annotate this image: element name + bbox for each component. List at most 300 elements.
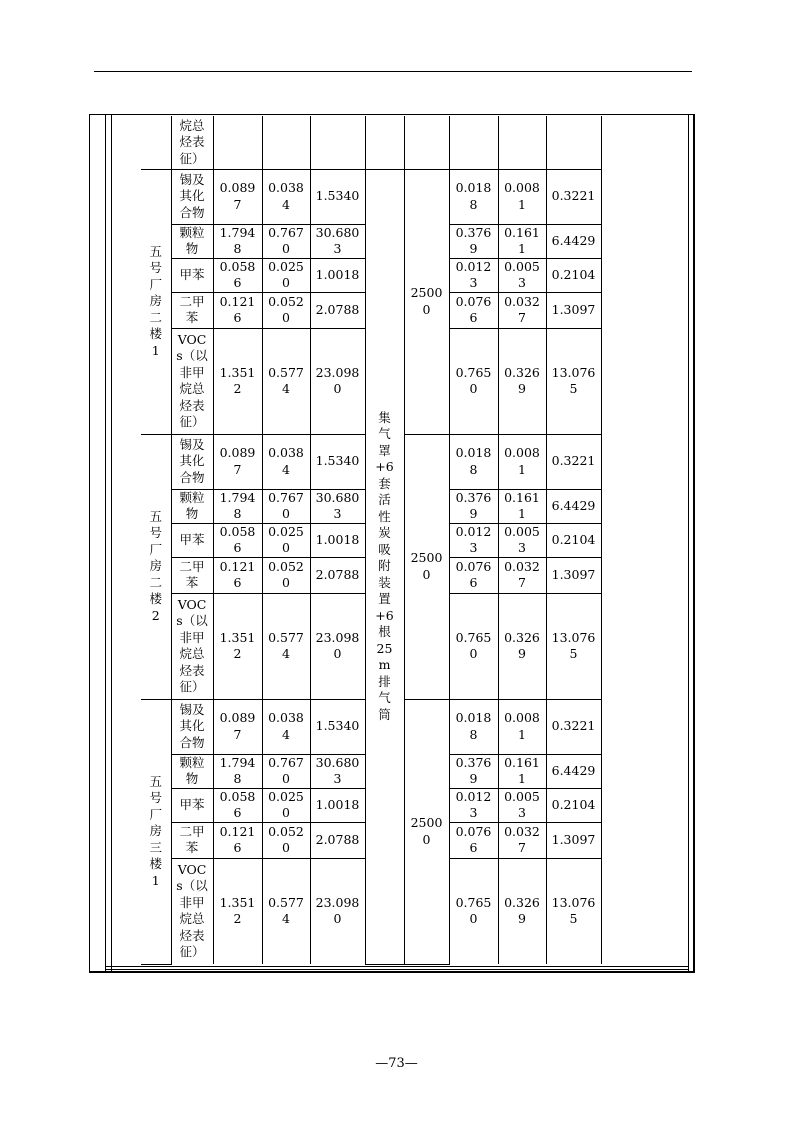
value-cell — [310, 858, 365, 964]
value-cell — [498, 754, 546, 788]
pollutant-name-cell-line: 苯 — [185, 575, 199, 590]
value-cell-line: 13.076 — [551, 894, 596, 910]
value-cell-line: 6 — [233, 840, 242, 855]
facility-cell-line: 号 — [149, 260, 162, 276]
value-cell-line: 8 — [469, 461, 478, 477]
value-cell-line: 3 — [518, 275, 526, 290]
pollutant-name-cell-line: 烷总 — [179, 911, 205, 927]
value-cell — [449, 699, 498, 754]
value-cell-line: 9 — [469, 771, 478, 786]
value-cell-line: 1 — [518, 771, 526, 786]
value-cell-line: 7 — [233, 196, 242, 212]
value-cell-line: 1 — [518, 506, 526, 521]
value-cell — [449, 116, 498, 169]
pollutant-name-cell-line: 非甲 — [179, 629, 205, 645]
value-cell-line: 0.161 — [504, 489, 540, 505]
value-cell — [262, 116, 310, 169]
treatment-cell-line: 气 — [378, 426, 391, 442]
value-cell-line: 5 — [569, 646, 578, 661]
value-cell-line: 8 — [233, 241, 242, 256]
value-cell — [546, 557, 601, 593]
value-cell — [449, 224, 498, 258]
value-cell-line: 2 — [233, 646, 242, 661]
value-cell — [310, 754, 365, 788]
value-cell-line: 0.008 — [504, 710, 540, 725]
value-cell-line: 0.018 — [455, 445, 492, 460]
facility-cell-line: 房 — [149, 558, 162, 574]
value-cell-line: 0.018 — [455, 180, 492, 195]
value-cell — [262, 858, 310, 964]
value-cell-line: 0.161 — [504, 224, 540, 240]
value-cell-line: 3 — [333, 241, 342, 256]
pollutant-name-cell-line: 烃表 — [179, 927, 205, 943]
value-cell — [213, 822, 262, 858]
value-cell — [498, 557, 546, 593]
value-cell — [498, 489, 546, 523]
value-cell-line: 0 — [282, 771, 290, 786]
facility-cell-line: 厂 — [149, 806, 162, 822]
value-cell — [213, 328, 262, 434]
pollutant-name-cell — [171, 523, 213, 557]
value-cell-line: 0 — [282, 540, 290, 555]
value-cell-line: 1.5340 — [315, 453, 360, 469]
value-cell — [262, 292, 310, 328]
pollutant-name-cell — [171, 593, 213, 699]
pollutant-name-cell-line: 甲苯 — [179, 266, 205, 282]
value-cell — [262, 557, 310, 593]
value-cell-line: 3 — [333, 506, 342, 521]
facility-cell-line: 号 — [149, 525, 162, 541]
value-cell-line: 0 — [282, 805, 290, 820]
value-cell — [498, 116, 546, 169]
facility-cell-line: 1 — [151, 342, 160, 358]
value-cell-line: 0.765 — [455, 364, 492, 380]
value-cell-line: 0.3221 — [551, 718, 596, 734]
value-cell-line: 0.2104 — [551, 266, 596, 282]
value-cell — [213, 292, 262, 328]
value-cell-line: 3 — [518, 540, 526, 555]
pollutant-name-cell-line: 其化 — [179, 188, 205, 204]
value-cell-line: 1.351 — [219, 894, 256, 910]
value-cell — [449, 754, 498, 788]
value-cell-line: 0.005 — [504, 523, 540, 539]
value-cell-line: 6 — [469, 840, 478, 855]
value-cell-line: 0.121 — [219, 823, 256, 839]
value-cell-line: 6 — [469, 310, 478, 325]
value-cell-line: 0.058 — [219, 258, 256, 274]
value-cell-line: 1.0018 — [315, 266, 360, 282]
pollutant-name-cell-line: 物 — [185, 506, 199, 521]
value-cell — [449, 258, 498, 292]
value-cell-line: 0.025 — [268, 523, 304, 539]
facility-cell-line: 五 — [149, 508, 162, 524]
value-cell — [546, 593, 601, 699]
pollutant-name-cell-line: 甲苯 — [179, 531, 205, 547]
value-cell-line: 0.326 — [504, 894, 540, 910]
value-cell — [498, 258, 546, 292]
value-cell — [546, 489, 601, 523]
value-cell-line: 0.032 — [504, 823, 540, 839]
value-cell-line: 0.038 — [268, 445, 304, 460]
value-cell — [546, 169, 601, 224]
value-cell — [310, 328, 365, 434]
pollutant-name-cell-line: 苯 — [185, 310, 199, 325]
value-cell-line: 6.4429 — [551, 497, 596, 513]
value-cell-line: 0.767 — [268, 754, 304, 770]
facility-cell-line: 二 — [149, 574, 162, 590]
value-cell-line: 1 — [518, 726, 526, 742]
pollutant-name-cell — [171, 822, 213, 858]
facility-cell-line: 1 — [151, 872, 160, 888]
value-cell — [310, 116, 365, 169]
header-rule — [94, 71, 692, 72]
value-cell — [213, 788, 262, 822]
value-cell-line: 0.012 — [455, 788, 492, 804]
value-cell-line: 1 — [518, 241, 526, 256]
value-cell-line: 0.089 — [219, 180, 256, 195]
value-cell — [498, 328, 546, 434]
value-cell-line: 0.3221 — [551, 188, 596, 204]
value-cell-line: 0.376 — [455, 754, 492, 770]
pollutant-name-cell — [171, 557, 213, 593]
value-cell-line: 1.351 — [219, 629, 256, 645]
table-inner-frame-left — [105, 114, 106, 973]
value-cell — [262, 754, 310, 788]
value-cell-line: 0.025 — [268, 258, 304, 274]
value-cell-line: 0.025 — [268, 788, 304, 804]
pollutant-name-cell-line: 颗粒 — [179, 224, 205, 240]
value-cell-line: 0.012 — [455, 258, 492, 274]
facility-cell-line: 2 — [151, 607, 160, 623]
value-cell-line: 23.098 — [315, 629, 360, 645]
pollutant-name-cell — [171, 858, 213, 964]
facility-cell-line: 厂 — [149, 276, 162, 292]
facility-cell-line: 楼 — [149, 856, 162, 872]
value-cell-line: 5 — [569, 911, 578, 927]
table-inner-frame-bottom-2 — [105, 969, 689, 970]
value-cell — [498, 858, 546, 964]
value-cell — [546, 434, 601, 489]
pollutant-name-line: 烃表 — [179, 134, 205, 149]
value-cell-line: 0.038 — [268, 180, 304, 195]
value-cell-line: 1.0018 — [315, 796, 360, 812]
page-number: —73— — [375, 1056, 418, 1071]
treatment-cell — [365, 169, 404, 964]
treatment-cell-line: 装 — [378, 574, 391, 590]
treatment-cell-line: 性 — [378, 508, 391, 524]
value-cell — [498, 434, 546, 489]
pollutant-name-cell-line: 其化 — [179, 453, 205, 469]
value-cell — [213, 224, 262, 258]
treatment-cell-line: 气 — [378, 690, 391, 706]
value-cell-line: 3 — [469, 275, 478, 290]
treatment-cell-line: 25 — [376, 640, 393, 656]
value-cell-line: 0.076 — [455, 293, 492, 309]
value-cell-line: 1.0018 — [315, 531, 360, 547]
value-cell — [546, 224, 601, 258]
facility-cell-line: 五 — [149, 243, 162, 259]
value-cell-line: 0.121 — [219, 293, 256, 309]
facility-cell-line: 楼 — [149, 591, 162, 607]
value-cell-line: 4 — [282, 461, 290, 477]
pollutant-name-cell-line: 锡及 — [179, 701, 205, 717]
value-cell — [449, 328, 498, 434]
value-cell-line: 0 — [282, 241, 290, 256]
pollutant-name-cell-line: s（以 — [176, 348, 208, 363]
facility-cell-line: 三 — [149, 839, 162, 855]
pollutant-name-cell-line: 烷总 — [179, 381, 205, 396]
pollutant-name-cell-line: VOC — [177, 861, 207, 877]
value-cell — [449, 434, 498, 489]
facility-cell-line: 房 — [149, 823, 162, 839]
value-cell-line: 0.577 — [268, 629, 304, 645]
value-cell — [213, 699, 262, 754]
treatment-cell-line: +6 — [375, 607, 394, 623]
value-cell — [449, 858, 498, 964]
value-cell-line: 1.794 — [219, 224, 256, 240]
value-cell — [262, 434, 310, 489]
airflow-cell — [404, 116, 449, 169]
value-cell — [449, 292, 498, 328]
pollutant-name-cell — [171, 258, 213, 292]
facility-cell-line: 号 — [149, 790, 162, 806]
value-cell-line: 2 — [233, 381, 242, 396]
treatment-cell-line: 根 — [378, 624, 391, 640]
value-cell-line: 0.326 — [504, 364, 540, 380]
value-cell-line: 8 — [233, 506, 242, 521]
airflow-cell-line: 2500 — [410, 550, 443, 565]
pollutant-name-cell-line: 二甲 — [179, 558, 205, 574]
value-cell-line: 6 — [233, 575, 242, 590]
value-cell-line: 1.351 — [219, 364, 256, 380]
pollutant-name-cell-line: 锡及 — [179, 436, 205, 452]
airflow-cell-line: 2500 — [410, 815, 443, 830]
value-cell — [213, 258, 262, 292]
value-cell-line: 0.326 — [504, 629, 540, 645]
value-cell-line: 13.076 — [551, 629, 596, 645]
value-cell-line: 1.794 — [219, 754, 256, 770]
value-cell-line: 0 — [333, 646, 342, 661]
value-cell-line: 0 — [282, 275, 290, 290]
value-cell — [310, 489, 365, 523]
pollutant-name-cell-line: 合物 — [179, 734, 205, 750]
pollutant-name-cell-line: VOC — [177, 596, 207, 612]
value-cell-line: 0.005 — [504, 788, 540, 804]
value-cell-line: 3 — [518, 805, 526, 820]
value-cell-line: 0 — [282, 310, 290, 325]
pollutant-name-cell-line: 征） — [179, 414, 205, 429]
value-cell-line: 3 — [333, 771, 342, 786]
value-cell-line: 0.121 — [219, 558, 256, 574]
value-cell — [262, 224, 310, 258]
airflow-cell — [404, 434, 449, 699]
pollutant-name-cell — [171, 489, 213, 523]
value-cell — [310, 557, 365, 593]
value-cell-line: 1 — [518, 461, 526, 477]
pollutant-name-cell-line: 颗粒 — [179, 489, 205, 505]
table-inner-frame-left-2 — [111, 114, 112, 973]
table-inner-frame-bottom — [105, 966, 689, 967]
pollutant-name-cell-line: 物 — [185, 771, 199, 786]
value-cell — [546, 116, 601, 169]
value-cell-line: 0.052 — [268, 558, 304, 574]
emission-table — [141, 116, 602, 965]
value-cell — [310, 593, 365, 699]
treatment-cell — [365, 116, 404, 169]
value-cell — [546, 292, 601, 328]
pollutant-name-cell-line: 烃表 — [179, 662, 205, 678]
value-cell-line: 7 — [518, 575, 526, 590]
value-cell — [213, 523, 262, 557]
pollutant-name-cell-line: 合物 — [179, 204, 205, 220]
pollutant-name-cell — [171, 116, 213, 169]
value-cell-line: 0.008 — [504, 180, 540, 195]
pollutant-name-cell-line: 二甲 — [179, 293, 205, 309]
value-cell-line: 0 — [333, 381, 342, 396]
treatment-cell-line: 排 — [378, 673, 391, 689]
value-cell — [262, 523, 310, 557]
pollutant-name-line: 烷总 — [179, 117, 205, 133]
value-cell-line: 1 — [518, 196, 526, 212]
value-cell-line: 2.0788 — [315, 566, 360, 582]
value-cell-line: 0.005 — [504, 258, 540, 274]
value-cell-line: 0 — [469, 646, 478, 661]
value-cell-line: 30.680 — [315, 489, 360, 505]
value-cell-line: 9 — [518, 381, 526, 396]
value-cell-line: 0.2104 — [551, 531, 596, 547]
value-cell — [498, 593, 546, 699]
value-cell-line: 0 — [282, 840, 290, 855]
pollutant-name-cell — [171, 224, 213, 258]
treatment-cell-line: 套 — [378, 475, 391, 491]
facility-cell-line: 二 — [149, 309, 162, 325]
value-cell — [310, 292, 365, 328]
pollutant-name-cell — [171, 292, 213, 328]
pollutant-name-cell-line: s（以 — [176, 613, 208, 628]
value-cell-line: 6 — [233, 540, 242, 555]
facility-cell-line: 五 — [149, 773, 162, 789]
value-cell-line: 6.4429 — [551, 762, 596, 778]
value-cell-line: 23.098 — [315, 364, 360, 380]
treatment-cell-line: 集 — [378, 409, 391, 425]
treatment-cell-line: +6 — [375, 459, 394, 475]
pollutant-name-cell-line: 苯 — [185, 840, 199, 855]
value-cell-line: 2.0788 — [315, 831, 360, 847]
pollutant-name-cell — [171, 788, 213, 822]
value-cell-line: 4 — [282, 196, 290, 212]
airflow-cell-line: 2500 — [410, 285, 443, 300]
pollutant-name-cell-line: 征） — [179, 944, 205, 960]
value-cell-line: 0.765 — [455, 894, 492, 910]
value-cell — [498, 822, 546, 858]
value-cell-line: 1.3097 — [551, 301, 596, 317]
facility-cell — [141, 434, 171, 699]
value-cell-line: 9 — [469, 241, 478, 256]
facility-cell — [141, 699, 171, 964]
value-cell-line: 1.5340 — [315, 718, 360, 734]
pollutant-name-cell-line: 烃表 — [179, 397, 205, 413]
value-cell — [546, 858, 601, 964]
value-cell-line: 0.577 — [268, 894, 304, 910]
treatment-cell-line: 吸 — [378, 541, 391, 557]
pollutant-name-cell-line: VOC — [177, 331, 207, 347]
value-cell-line: 0.008 — [504, 445, 540, 460]
airflow-cell-line: 0 — [422, 301, 431, 317]
value-cell-line: 3 — [469, 540, 478, 555]
value-cell — [449, 822, 498, 858]
pollutant-name-cell-line: 非甲 — [179, 894, 205, 910]
facility-cell-line: 厂 — [149, 541, 162, 557]
value-cell — [449, 523, 498, 557]
value-cell-line: 0.3221 — [551, 453, 596, 469]
value-cell-line: 3 — [469, 805, 478, 820]
value-cell — [546, 523, 601, 557]
value-cell — [310, 523, 365, 557]
value-cell — [546, 822, 601, 858]
value-cell-line: 0.058 — [219, 523, 256, 539]
value-cell-line: 0.161 — [504, 754, 540, 770]
value-cell — [546, 258, 601, 292]
value-cell-line: 1.794 — [219, 489, 256, 505]
value-cell-line: 6 — [233, 275, 242, 290]
value-cell — [449, 489, 498, 523]
treatment-cell-line: 罩 — [378, 442, 391, 458]
value-cell-line: 0.076 — [455, 823, 492, 839]
value-cell — [213, 116, 262, 169]
value-cell-line: 1.3097 — [551, 566, 596, 582]
airflow-cell-line: 0 — [422, 831, 431, 847]
value-cell — [310, 258, 365, 292]
value-cell — [546, 754, 601, 788]
value-cell-line: 8 — [233, 771, 242, 786]
value-cell — [262, 788, 310, 822]
pollutant-name-cell-line: 颗粒 — [179, 754, 205, 770]
value-cell-line: 0.012 — [455, 523, 492, 539]
value-cell — [262, 258, 310, 292]
value-cell-line: 0.038 — [268, 710, 304, 725]
value-cell — [262, 169, 310, 224]
value-cell-line: 1.5340 — [315, 188, 360, 204]
facility-cell-line: 房 — [149, 293, 162, 309]
value-cell-line: 0.2104 — [551, 796, 596, 812]
value-cell-line: 0.765 — [455, 629, 492, 645]
value-cell — [213, 489, 262, 523]
value-cell — [310, 169, 365, 224]
facility-cell-line: 楼 — [149, 326, 162, 342]
value-cell-line: 0 — [282, 506, 290, 521]
value-cell-line: 4 — [282, 726, 290, 742]
value-cell — [213, 169, 262, 224]
treatment-cell-line: 筒 — [378, 706, 391, 722]
value-cell — [262, 328, 310, 434]
value-cell-line: 7 — [233, 461, 242, 477]
value-cell-line: 0.376 — [455, 489, 492, 505]
value-cell — [213, 434, 262, 489]
pollutant-name-cell-line: s（以 — [176, 878, 208, 894]
pollutant-name-cell — [171, 169, 213, 224]
pollutant-name-cell-line: 烷总 — [179, 646, 205, 661]
value-cell-line: 4 — [282, 911, 290, 927]
pollutant-name-line: 征） — [179, 150, 205, 166]
airflow-cell — [404, 169, 449, 434]
value-cell — [498, 523, 546, 557]
airflow-cell-line: 0 — [422, 566, 431, 582]
value-cell-line: 2 — [233, 911, 242, 927]
value-cell-line: 0.018 — [455, 710, 492, 725]
value-cell — [213, 754, 262, 788]
value-cell-line: 4 — [282, 381, 290, 396]
value-cell-line: 6.4429 — [551, 232, 596, 248]
